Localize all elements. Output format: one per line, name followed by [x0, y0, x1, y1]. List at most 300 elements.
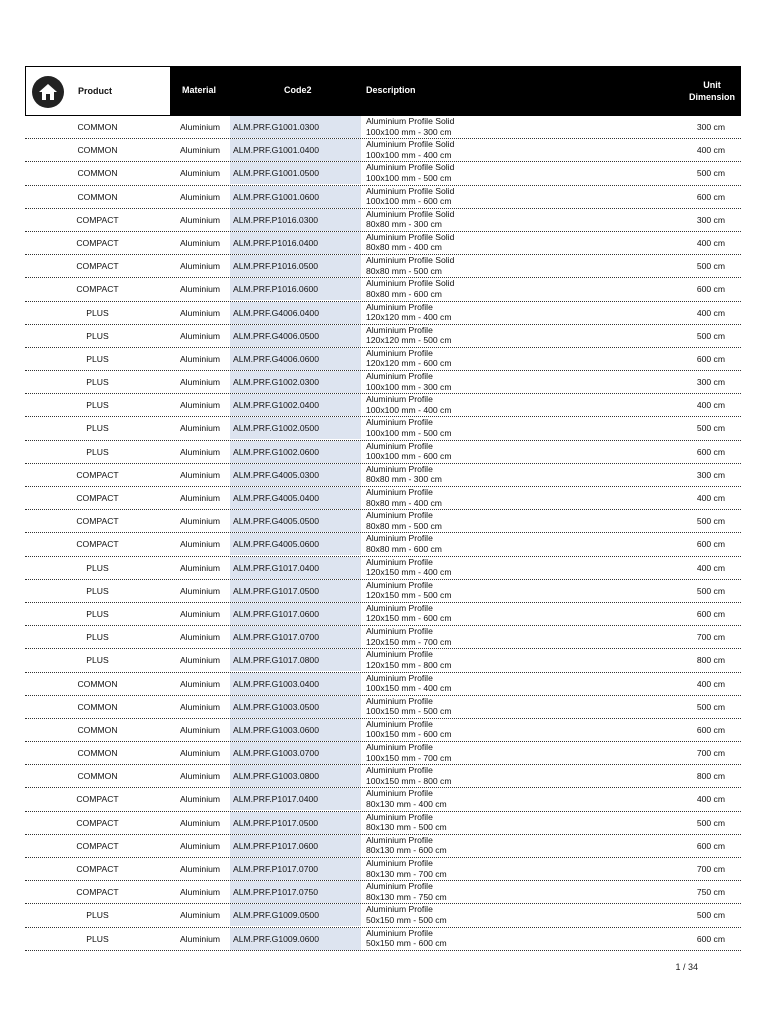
description-line1: Aluminium Profile Solid — [366, 278, 455, 289]
unit-cell: 400 cm — [696, 400, 725, 411]
table-row — [25, 139, 741, 162]
page-number: 1 / 34 — [675, 962, 698, 972]
description-cell — [366, 858, 447, 879]
code-cell: ALM.PRF.P1016.0500 — [230, 255, 361, 277]
table-row — [25, 533, 741, 556]
code-cell: ALM.PRF.G1003.0400 — [230, 673, 361, 695]
material-cell: Aluminium — [179, 284, 221, 295]
material-cell: Aluminium — [179, 493, 221, 503]
table-row — [25, 255, 741, 278]
product-cell: COMMON — [77, 191, 118, 202]
code-cell: ALM.PRF.G4006.0500 — [230, 325, 361, 347]
table-row — [25, 719, 741, 742]
product-cell: PLUS — [86, 377, 109, 388]
product-cell: COMPACT — [76, 493, 119, 503]
price-list-table — [25, 66, 741, 951]
description-cell — [366, 139, 454, 160]
code-cell: ALM.PRF.G1001.0300 — [230, 116, 361, 138]
table-row — [25, 302, 741, 325]
description-line1: Aluminium Profile — [366, 811, 433, 822]
material-cell: Aluminium — [179, 191, 221, 202]
code-cell: ALM.PRF.G1003.0500 — [230, 696, 361, 718]
material-cell: Aluminium — [179, 701, 221, 712]
description-line1: Aluminium Profile — [366, 858, 433, 868]
table-row — [25, 835, 741, 858]
unit-cell: 600 cm — [696, 284, 725, 295]
code-cell: ALM.PRF.G1017.0400 — [230, 557, 361, 579]
unit-cell: 600 cm — [696, 724, 725, 735]
table-row — [25, 209, 741, 232]
product-cell: COMPACT — [76, 887, 119, 898]
unit-cell: 800 cm — [696, 771, 725, 782]
description-line2: 50x150 mm - 500 cm — [366, 914, 447, 925]
product-cell: COMPACT — [76, 817, 119, 828]
code-cell: ALM.PRF.G1017.0700 — [230, 626, 361, 648]
description-line2: 80x130 mm - 600 cm — [366, 845, 447, 856]
description-line2: 100x100 mm - 500 cm — [366, 172, 452, 183]
description-line1: Aluminium Profile — [366, 301, 433, 312]
table-row — [25, 487, 741, 510]
description-line2: 80x80 mm - 500 cm — [366, 520, 442, 531]
description-line1: Aluminium Profile — [366, 695, 433, 706]
product-cell: COMMON — [77, 771, 118, 782]
description-line2: 80x80 mm - 600 cm — [366, 288, 442, 299]
material-cell: Aluminium — [179, 655, 221, 666]
description-cell — [366, 812, 447, 833]
description-line1: Aluminium Profile — [366, 579, 433, 590]
table-row — [25, 881, 741, 904]
description-line2: 100x150 mm - 400 cm — [366, 683, 452, 693]
unit-cell: 600 cm — [696, 539, 725, 550]
table-row — [25, 904, 741, 927]
description-line2: 100x100 mm - 400 cm — [366, 149, 452, 160]
unit-cell: 300 cm — [696, 469, 725, 480]
product-cell: COMPACT — [76, 516, 119, 527]
description-line2: 120x150 mm - 500 cm — [366, 590, 452, 601]
description-line1: Aluminium Profile — [366, 718, 433, 729]
description-cell — [366, 441, 452, 462]
description-line1: Aluminium Profile — [366, 533, 433, 544]
material-column-header: Material — [182, 85, 217, 95]
table-row — [25, 788, 741, 811]
product-cell: PLUS — [86, 353, 109, 364]
description-line2: 80x80 mm - 400 cm — [366, 242, 442, 253]
code-cell: ALM.PRF.G4005.0400 — [230, 487, 361, 509]
product-cell: PLUS — [86, 562, 109, 573]
description-line1: Aluminium Profile — [366, 510, 433, 521]
product-header-cell — [25, 66, 170, 116]
product-cell: COMMON — [77, 701, 118, 712]
description-line2: 100x100 mm - 600 cm — [366, 451, 452, 462]
product-cell: PLUS — [86, 400, 109, 411]
table-row — [25, 696, 741, 719]
material-cell: Aluminium — [179, 771, 221, 782]
unit-cell: 600 cm — [696, 446, 725, 457]
unit-cell: 500 cm — [696, 701, 725, 712]
table-row — [25, 441, 741, 464]
code-cell: ALM.PRF.P1016.0400 — [230, 232, 361, 254]
description-line2: 120x150 mm - 400 cm — [366, 567, 452, 578]
material-cell: Aluminium — [179, 887, 221, 898]
description-cell — [366, 417, 452, 438]
description-line2: 80x80 mm - 300 cm — [366, 219, 442, 230]
description-cell — [366, 904, 447, 925]
code-cell: ALM.PRF.G1003.0700 — [230, 742, 361, 764]
table-row — [25, 371, 741, 394]
description-cell — [366, 510, 442, 531]
product-cell: COMPACT — [76, 261, 119, 272]
product-cell: COMPACT — [76, 840, 119, 851]
material-cell: Aluminium — [179, 122, 221, 132]
unit-cell: 500 cm — [696, 585, 725, 596]
table-row — [25, 464, 741, 487]
description-cell — [366, 186, 454, 207]
description-line1: Aluminium Profile — [366, 417, 433, 428]
description-line1: Aluminium Profile — [366, 463, 433, 474]
unit-cell: 400 cm — [696, 562, 725, 573]
unit-header-line2: Dimension — [688, 92, 735, 102]
description-cell — [366, 696, 452, 717]
code-cell: ALM.PRF.G1001.0400 — [230, 139, 361, 161]
unit-cell: 500 cm — [696, 423, 725, 434]
unit-cell: 300 cm — [696, 122, 725, 132]
description-cell — [366, 232, 454, 253]
material-cell: Aluminium — [179, 539, 221, 550]
unit-cell: 500 cm — [696, 261, 725, 272]
description-line1: Aluminium Profile — [366, 440, 433, 451]
code-cell: ALM.PRF.G1002.0300 — [230, 371, 361, 393]
material-cell: Aluminium — [179, 608, 221, 619]
code-cell: ALM.PRF.G4006.0600 — [230, 348, 361, 370]
description-line2: 120x120 mm - 500 cm — [366, 335, 452, 346]
table-row — [25, 673, 741, 696]
product-cell: COMPACT — [76, 469, 119, 480]
description-line2: 100x150 mm - 500 cm — [366, 706, 452, 717]
description-line2: 100x100 mm - 300 cm — [366, 381, 452, 392]
description-cell — [366, 835, 447, 856]
table-row — [25, 928, 741, 951]
unit-cell: 400 cm — [696, 678, 725, 689]
unit-column-header — [689, 79, 735, 103]
code-cell: ALM.PRF.P1017.0600 — [230, 835, 361, 857]
description-cell — [366, 162, 454, 183]
table-row — [25, 649, 741, 672]
description-cell — [366, 788, 447, 809]
description-cell — [366, 464, 442, 485]
description-line1: Aluminium Profile Solid — [366, 208, 455, 219]
description-line1: Aluminium Profile — [366, 672, 433, 683]
description-line2: 80x130 mm - 500 cm — [366, 822, 447, 833]
table-row — [25, 162, 741, 185]
unit-cell: 600 cm — [696, 608, 725, 619]
table-row — [25, 742, 741, 765]
description-line2: 120x120 mm - 400 cm — [366, 312, 452, 322]
description-line1: Aluminium Profile — [366, 556, 433, 567]
table-row — [25, 394, 741, 417]
product-cell: PLUS — [86, 585, 109, 596]
product-cell: PLUS — [86, 632, 109, 643]
code-cell: ALM.PRF.G1002.0500 — [230, 417, 361, 439]
code-cell: ALM.PRF.P1017.0750 — [230, 881, 361, 903]
description-line1: Aluminium Profile — [366, 927, 433, 938]
material-cell: Aluminium — [179, 933, 221, 944]
material-cell: Aluminium — [179, 446, 221, 457]
description-line2: 80x80 mm - 500 cm — [366, 265, 442, 276]
description-line2: 50x150 mm - 600 cm — [366, 938, 447, 949]
material-cell: Aluminium — [179, 237, 221, 248]
product-cell: PLUS — [86, 330, 109, 341]
product-cell: COMMON — [77, 168, 118, 179]
table-row — [25, 626, 741, 649]
material-cell: Aluminium — [179, 632, 221, 643]
material-cell: Aluminium — [179, 817, 221, 828]
code-cell: ALM.PRF.G1003.0600 — [230, 719, 361, 741]
description-cell — [366, 487, 442, 508]
description-line1: Aluminium Profile — [366, 371, 433, 382]
table-row — [25, 232, 741, 255]
description-line2: 80x130 mm - 700 cm — [366, 868, 447, 879]
material-cell: Aluminium — [179, 678, 221, 689]
unit-cell: 700 cm — [696, 632, 725, 643]
code-cell: ALM.PRF.G4005.0300 — [230, 464, 361, 486]
description-line2: 100x100 mm - 300 cm — [366, 126, 452, 137]
description-line1: Aluminium Profile Solid — [366, 231, 455, 242]
description-line1: Aluminium Profile — [366, 649, 433, 660]
unit-cell: 700 cm — [696, 864, 725, 874]
unit-cell: 500 cm — [696, 516, 725, 527]
code-cell: ALM.PRF.P1016.0600 — [230, 278, 361, 300]
code-cell: ALM.PRF.G1017.0600 — [230, 603, 361, 625]
material-cell: Aluminium — [179, 864, 221, 874]
description-cell — [366, 557, 452, 578]
table-row — [25, 417, 741, 440]
description-line2: 80x130 mm - 400 cm — [366, 798, 447, 809]
material-cell: Aluminium — [179, 261, 221, 272]
material-cell: Aluminium — [179, 214, 221, 225]
code-cell: ALM.PRF.G1001.0600 — [230, 186, 361, 208]
description-cell — [366, 881, 447, 902]
product-cell: PLUS — [86, 933, 109, 944]
unit-cell: 600 cm — [696, 933, 725, 944]
material-cell: Aluminium — [179, 330, 221, 341]
description-cell — [366, 719, 452, 740]
unit-cell: 600 cm — [696, 191, 725, 202]
description-cell — [366, 673, 452, 694]
code-cell: ALM.PRF.P1016.0300 — [230, 209, 361, 231]
home-icon-glyph — [38, 82, 58, 102]
unit-header-line1: Unit — [703, 80, 721, 90]
unit-cell: 500 cm — [696, 910, 725, 921]
code-cell: ALM.PRF.G1017.0500 — [230, 580, 361, 602]
unit-cell: 700 cm — [696, 748, 725, 759]
material-cell: Aluminium — [179, 353, 221, 364]
description-line2: 100x100 mm - 400 cm — [366, 404, 452, 415]
unit-cell: 400 cm — [696, 493, 725, 503]
description-line1: Aluminium Profile — [366, 324, 433, 335]
table-row — [25, 580, 741, 603]
description-line2: 80x80 mm - 300 cm — [366, 474, 442, 485]
table-body — [25, 116, 741, 951]
description-line1: Aluminium Profile — [366, 626, 433, 637]
product-cell: PLUS — [86, 910, 109, 921]
description-line2: 120x150 mm - 700 cm — [366, 636, 452, 647]
description-line2: 80x80 mm - 600 cm — [366, 543, 442, 554]
description-line1: Aluminium Profile — [366, 487, 433, 497]
table-header — [25, 66, 741, 116]
unit-cell: 300 cm — [696, 377, 725, 388]
material-cell: Aluminium — [179, 400, 221, 411]
description-line1: Aluminium Profile — [366, 904, 433, 915]
code-cell: ALM.PRF.G1001.0500 — [230, 162, 361, 184]
material-cell: Aluminium — [179, 840, 221, 851]
code-cell: ALM.PRF.G1002.0400 — [230, 394, 361, 416]
description-line1: Aluminium Profile Solid — [366, 139, 455, 150]
material-cell: Aluminium — [179, 423, 221, 434]
table-row — [25, 348, 741, 371]
product-cell: COMMON — [77, 145, 118, 156]
description-line1: Aluminium Profile — [366, 834, 433, 845]
product-cell: COMMON — [77, 724, 118, 735]
unit-cell: 400 cm — [696, 237, 725, 248]
description-line1: Aluminium Profile Solid — [366, 255, 455, 266]
product-cell: COMPACT — [76, 237, 119, 248]
table-row — [25, 278, 741, 301]
material-cell: Aluminium — [179, 748, 221, 759]
material-cell: Aluminium — [179, 562, 221, 573]
product-cell: COMMON — [77, 678, 118, 689]
product-cell: COMPACT — [76, 539, 119, 550]
description-line2: 100x150 mm - 600 cm — [366, 729, 452, 740]
description-cell — [366, 325, 452, 346]
description-cell — [366, 371, 452, 392]
description-line2: 80x80 mm - 400 cm — [366, 497, 442, 508]
unit-cell: 400 cm — [696, 145, 725, 156]
description-line1: Aluminium Profile Solid — [366, 185, 455, 196]
description-line2: 100x150 mm - 700 cm — [366, 752, 452, 763]
table-row — [25, 325, 741, 348]
home-icon[interactable] — [32, 76, 64, 108]
material-cell: Aluminium — [179, 145, 221, 156]
description-cell — [366, 533, 442, 554]
material-cell: Aluminium — [179, 794, 221, 805]
code-cell: ALM.PRF.G1017.0800 — [230, 649, 361, 671]
description-cell — [366, 928, 447, 949]
code-cell: ALM.PRF.G1002.0600 — [230, 441, 361, 463]
product-cell: PLUS — [86, 608, 109, 619]
description-line1: Aluminium Profile Solid — [366, 162, 455, 173]
description-column-header: Description — [366, 85, 416, 95]
description-cell — [366, 765, 452, 786]
unit-cell: 400 cm — [696, 307, 725, 318]
description-line1: Aluminium Profile Solid — [366, 116, 455, 126]
description-line1: Aluminium Profile — [366, 347, 433, 358]
product-cell: PLUS — [86, 423, 109, 434]
description-line2: 80x130 mm - 750 cm — [366, 891, 447, 902]
product-cell: COMPACT — [76, 794, 119, 805]
description-line2: 100x150 mm - 800 cm — [366, 775, 452, 786]
table-row — [25, 557, 741, 580]
description-line2: 100x100 mm - 600 cm — [366, 196, 452, 207]
description-cell — [366, 394, 452, 415]
unit-cell: 750 cm — [696, 887, 725, 898]
material-cell: Aluminium — [179, 910, 221, 921]
code-column-header: Code2 — [284, 85, 312, 95]
code-cell: ALM.PRF.P1017.0400 — [230, 788, 361, 810]
table-row — [25, 186, 741, 209]
table-row — [25, 765, 741, 788]
unit-cell: 600 cm — [696, 840, 725, 851]
description-cell — [366, 580, 452, 601]
unit-cell: 400 cm — [696, 794, 725, 805]
code-cell: ALM.PRF.G1009.0500 — [230, 904, 361, 926]
product-cell: PLUS — [86, 307, 109, 318]
description-cell — [366, 742, 452, 763]
description-cell — [366, 348, 452, 369]
description-line2: 120x120 mm - 600 cm — [366, 358, 452, 369]
product-cell: PLUS — [86, 446, 109, 457]
table-row — [25, 858, 741, 881]
table-row — [25, 116, 741, 139]
description-cell — [366, 278, 454, 299]
code-cell: ALM.PRF.G4005.0500 — [230, 510, 361, 532]
material-cell: Aluminium — [179, 516, 221, 527]
material-cell: Aluminium — [179, 377, 221, 388]
table-row — [25, 603, 741, 626]
description-cell — [366, 209, 454, 230]
product-cell: PLUS — [86, 655, 109, 666]
code-cell: ALM.PRF.G4005.0600 — [230, 533, 361, 555]
unit-cell: 300 cm — [696, 214, 725, 225]
unit-cell: 500 cm — [696, 330, 725, 341]
product-cell: COMPACT — [76, 864, 119, 874]
description-line1: Aluminium Profile — [366, 394, 433, 405]
description-line1: Aluminium Profile — [366, 742, 433, 753]
material-cell: Aluminium — [179, 469, 221, 480]
code-cell: ALM.PRF.P1017.0700 — [230, 858, 361, 880]
description-cell — [366, 626, 452, 647]
description-cell — [366, 255, 454, 276]
description-cell — [366, 116, 454, 137]
table-row — [25, 510, 741, 533]
code-cell: ALM.PRF.G4006.0400 — [230, 302, 361, 324]
description-line1: Aluminium Profile — [366, 602, 433, 613]
unit-cell: 800 cm — [696, 655, 725, 666]
material-cell: Aluminium — [179, 307, 221, 318]
description-line1: Aluminium Profile — [366, 765, 433, 776]
description-line1: Aluminium Profile — [366, 788, 433, 799]
product-cell: COMMON — [77, 122, 118, 132]
code-cell: ALM.PRF.G1003.0800 — [230, 765, 361, 787]
material-cell: Aluminium — [179, 168, 221, 179]
product-column-header: Product — [78, 86, 113, 96]
description-cell — [366, 302, 452, 323]
description-line2: 100x100 mm - 500 cm — [366, 427, 452, 438]
material-cell: Aluminium — [179, 724, 221, 735]
unit-cell: 500 cm — [696, 817, 725, 828]
material-cell: Aluminium — [179, 585, 221, 596]
unit-cell: 500 cm — [696, 168, 725, 179]
unit-cell: 600 cm — [696, 353, 725, 364]
description-line2: 120x150 mm - 800 cm — [366, 659, 452, 670]
product-cell: COMPACT — [76, 284, 119, 295]
table-row — [25, 812, 741, 835]
description-cell — [366, 603, 452, 624]
code-cell: ALM.PRF.P1017.0500 — [230, 812, 361, 834]
description-line2: 120x150 mm - 600 cm — [366, 613, 452, 624]
description-line1: Aluminium Profile — [366, 881, 433, 892]
product-cell: COMMON — [77, 748, 118, 759]
description-cell — [366, 649, 452, 670]
